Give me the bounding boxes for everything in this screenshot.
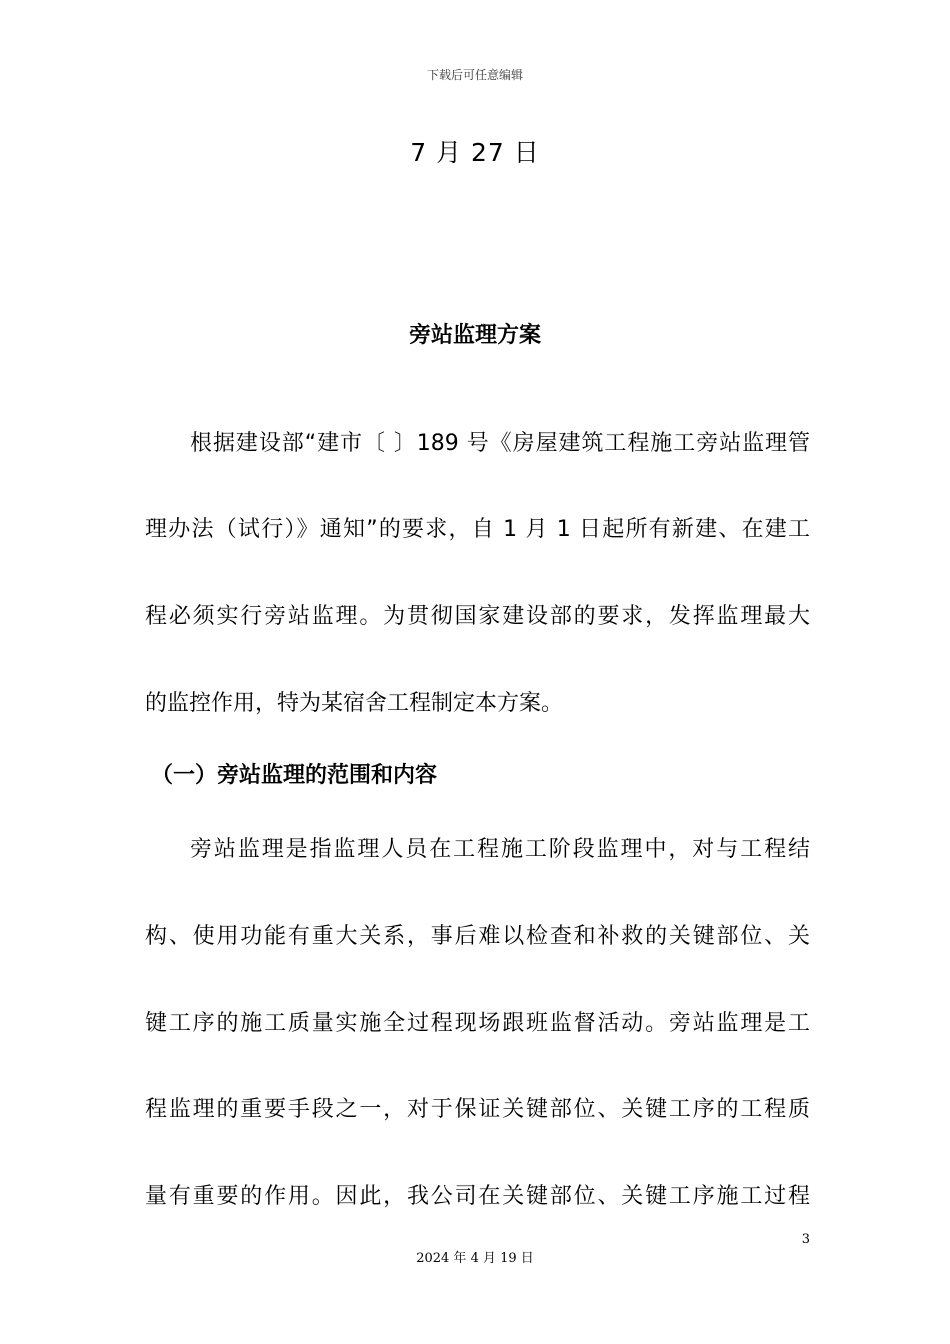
paragraph-line: 程监理的重要手段之一，对于保证关键部位、关键工序的工程质	[145, 1097, 810, 1122]
paragraph-line: 键工序的施工质量实施全过程现场跟班监督活动。旁站监理是工	[145, 1011, 810, 1036]
paragraph-line: 的监控作用，特为某宿舍工程制定本方案。	[145, 691, 564, 716]
footer-date: 2024 年 4 月 19 日	[416, 1251, 534, 1266]
page-number: 3	[801, 1232, 810, 1247]
paragraph-line: 根据建设部“建市〔 〕189 号《房屋建筑工程施工旁站监理管	[190, 431, 810, 456]
paragraph-line: 构、使用功能有重大关系，事后难以检查和补救的关键部位、关	[145, 924, 810, 949]
paragraph-line: 旁站监理是指监理人员在工程施工阶段监理中，对与工程结	[190, 837, 810, 862]
header-note: 下载后可任意编辑	[426, 68, 523, 82]
paragraph-line: 量有重要的作用。因此，我公司在关键部位、关键工序施工过程	[145, 1184, 810, 1209]
paragraph-line: 程必须实行旁站监理。为贯彻国家建设部的要求，发挥监理最大	[145, 604, 810, 629]
section-heading: （一）旁站监理的范围和内容	[151, 763, 438, 788]
document-title: 旁站监理方案	[408, 323, 541, 348]
paragraph-line: 理办法（试行）》通知”的要求，自 1 月 1 日起所有新建、在建工	[145, 517, 810, 542]
date-line: 7 月 27 日	[410, 138, 540, 167]
